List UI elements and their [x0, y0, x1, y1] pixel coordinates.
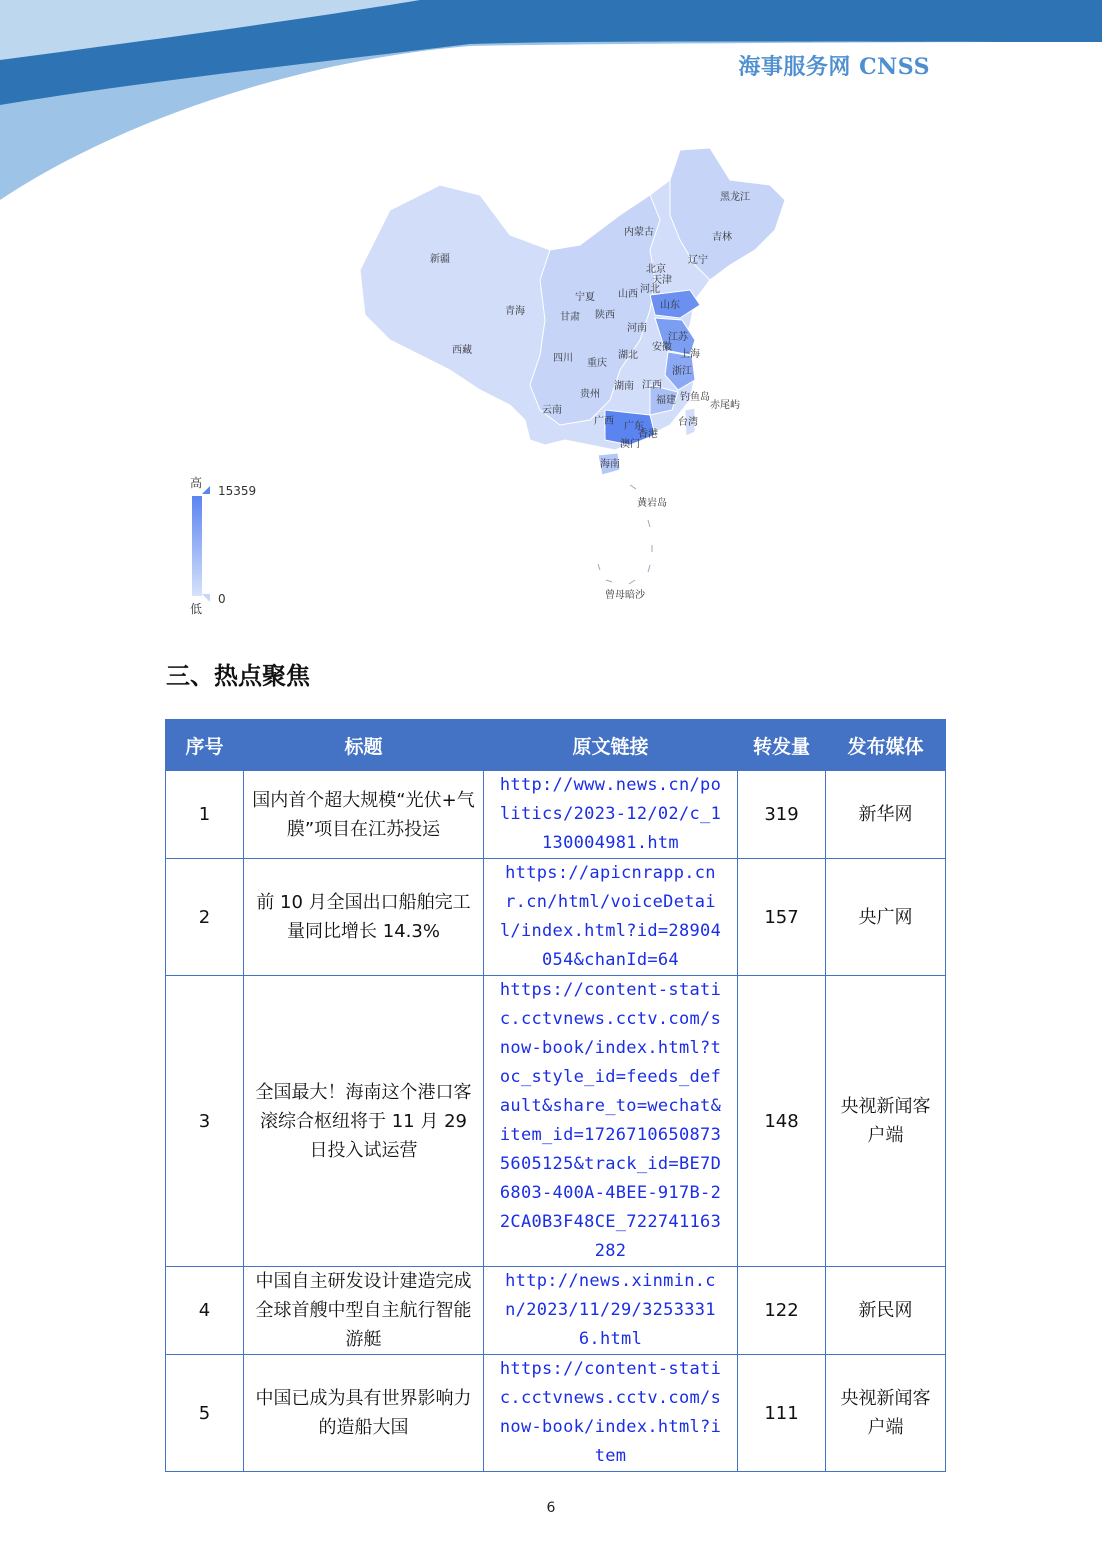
cell-media: 央广网: [826, 859, 946, 976]
map-label-shanghai: 上海: [680, 349, 700, 360]
map-label-tianjin: 天津: [652, 275, 672, 286]
map-label-liaoning: 辽宁: [688, 255, 708, 266]
map-label-anhui: 安徽: [652, 342, 672, 353]
table-row: [166, 859, 946, 976]
china-map-svg: [350, 140, 800, 620]
map-label-zhejiang: 浙江: [672, 366, 692, 377]
header-link: 原文链接: [484, 720, 738, 771]
map-label-shandong: 山东: [660, 300, 680, 311]
table-row: [166, 771, 946, 859]
cell-reposts: 148: [738, 976, 826, 1267]
map-label-chiweiyu: 赤尾屿: [710, 400, 740, 411]
legend-color-bar: [192, 496, 202, 596]
map-label-taiwan: 台湾: [678, 417, 698, 428]
china-map: [350, 140, 800, 620]
cell-title: 全国最大！海南这个港口客滚综合枢纽将于 11 月 29 日投入试运营: [244, 976, 484, 1267]
cell-reposts: 111: [738, 1355, 826, 1472]
map-label-guangdong: 广东: [624, 421, 644, 432]
map-label-shaanxi: 陕西: [595, 310, 615, 321]
cell-no: 2: [166, 859, 244, 976]
cell-title: 中国自主研发设计建造完成全球首艘中型自主航行智能游艇: [244, 1267, 484, 1355]
legend-min-handle[interactable]: [202, 594, 210, 602]
hot-topics-table: [165, 719, 946, 1472]
map-legend: [186, 474, 286, 624]
cell-media: 新民网: [826, 1267, 946, 1355]
map-label-jilin: 吉林: [712, 232, 732, 243]
map-label-hebei: 河北: [640, 284, 660, 295]
cell-link[interactable]: https://content-static.cctvnews.cctv.com/snow-book/index.html?toc_style_id=feeds_default&share_to=wechat&item_id=17267106508735605125&track_id=BE7D6803-400A-4BEE-917B-22CA0B3F48CE_722741163282: [484, 976, 738, 1267]
map-label-hubei: 湖北: [618, 350, 638, 361]
map-label-zengmuansha: 曾母暗沙: [605, 590, 645, 601]
map-label-hunan: 湖南: [614, 381, 634, 392]
table-header-row: [166, 720, 946, 771]
map-label-guangxi: 广西: [594, 416, 614, 427]
legend-min-value: 0: [218, 592, 226, 606]
map-label-huangyandao: 黄岩岛: [637, 498, 667, 509]
map-label-heilongjiang: 黑龙江: [720, 192, 750, 203]
map-label-beijing: 北京: [646, 264, 666, 275]
legend-high-label: 高: [190, 476, 203, 490]
cell-title: 前 10 月全国出口船舶完工量同比增长 14.3%: [244, 859, 484, 976]
map-label-henan: 河南: [627, 323, 647, 334]
map-label-hongkong: 香港: [638, 429, 658, 440]
legend-max-value: 15359: [218, 484, 257, 498]
cell-link[interactable]: http://news.xinmin.cn/2023/11/29/32533316.html: [484, 1267, 738, 1355]
header-media: 发布媒体: [826, 720, 946, 771]
map-label-fujian: 福建: [656, 395, 676, 406]
header-reposts: 转发量: [738, 720, 826, 771]
map-label-ningxia: 宁夏: [575, 292, 595, 303]
legend-max-handle[interactable]: [202, 486, 210, 494]
cell-reposts: 157: [738, 859, 826, 976]
map-label-diaoyudao: 钓鱼岛: [680, 392, 710, 403]
cell-media: 央视新闻客户端: [826, 976, 946, 1267]
map-label-sichuan: 四川: [553, 353, 573, 364]
map-label-yunnan: 云南: [542, 405, 562, 416]
header-title: 标题: [244, 720, 484, 771]
cell-no: 4: [166, 1267, 244, 1355]
map-label-gansu: 甘肃: [560, 312, 580, 323]
table-row: [166, 976, 946, 1267]
map-label-neimenggu: 内蒙古: [624, 227, 654, 238]
map-label-jiangsu: 江苏: [668, 332, 688, 343]
map-label-chongqing: 重庆: [587, 358, 607, 369]
cell-no: 5: [166, 1355, 244, 1472]
cell-title: 国内首个超大规模“光伏+气膜”项目在江苏投运: [244, 771, 484, 859]
map-label-jiangxi: 江西: [642, 380, 662, 391]
map-label-shanxi: 山西: [618, 289, 638, 300]
map-label-xinjiang: 新疆: [430, 254, 450, 265]
map-label-macau: 澳门: [620, 439, 640, 450]
legend-low-label: 低: [190, 602, 203, 616]
header-no: 序号: [166, 720, 244, 771]
cell-media: 新华网: [826, 771, 946, 859]
page-number: 6: [546, 1500, 556, 1516]
map-label-qinghai: 青海: [505, 306, 525, 317]
cell-title: 中国已成为具有世界影响力的造船大国: [244, 1355, 484, 1472]
cell-no: 1: [166, 771, 244, 859]
table-row: [166, 1267, 946, 1355]
cell-reposts: 122: [738, 1267, 826, 1355]
cell-reposts: 319: [738, 771, 826, 859]
map-label-hainan: 海南: [600, 459, 620, 470]
cell-link[interactable]: https://apicnrapp.cnr.cn/html/voiceDetail/index.html?id=28904054&chanId=64: [484, 859, 738, 976]
cell-media: 央视新闻客户端: [826, 1355, 946, 1472]
map-label-guizhou: 贵州: [580, 389, 600, 400]
table-row: [166, 1355, 946, 1472]
cell-link[interactable]: http://www.news.cn/politics/2023-12/02/c_1130004981.htm: [484, 771, 738, 859]
section-title: 三、热点聚焦: [166, 662, 310, 690]
brand-title: 海事服务网 CNSS: [738, 54, 930, 80]
cell-link[interactable]: https://content-static.cctvnews.cctv.com/snow-book/index.html?item: [484, 1355, 738, 1472]
map-label-xizang: 西藏: [452, 345, 472, 356]
cell-no: 3: [166, 976, 244, 1267]
